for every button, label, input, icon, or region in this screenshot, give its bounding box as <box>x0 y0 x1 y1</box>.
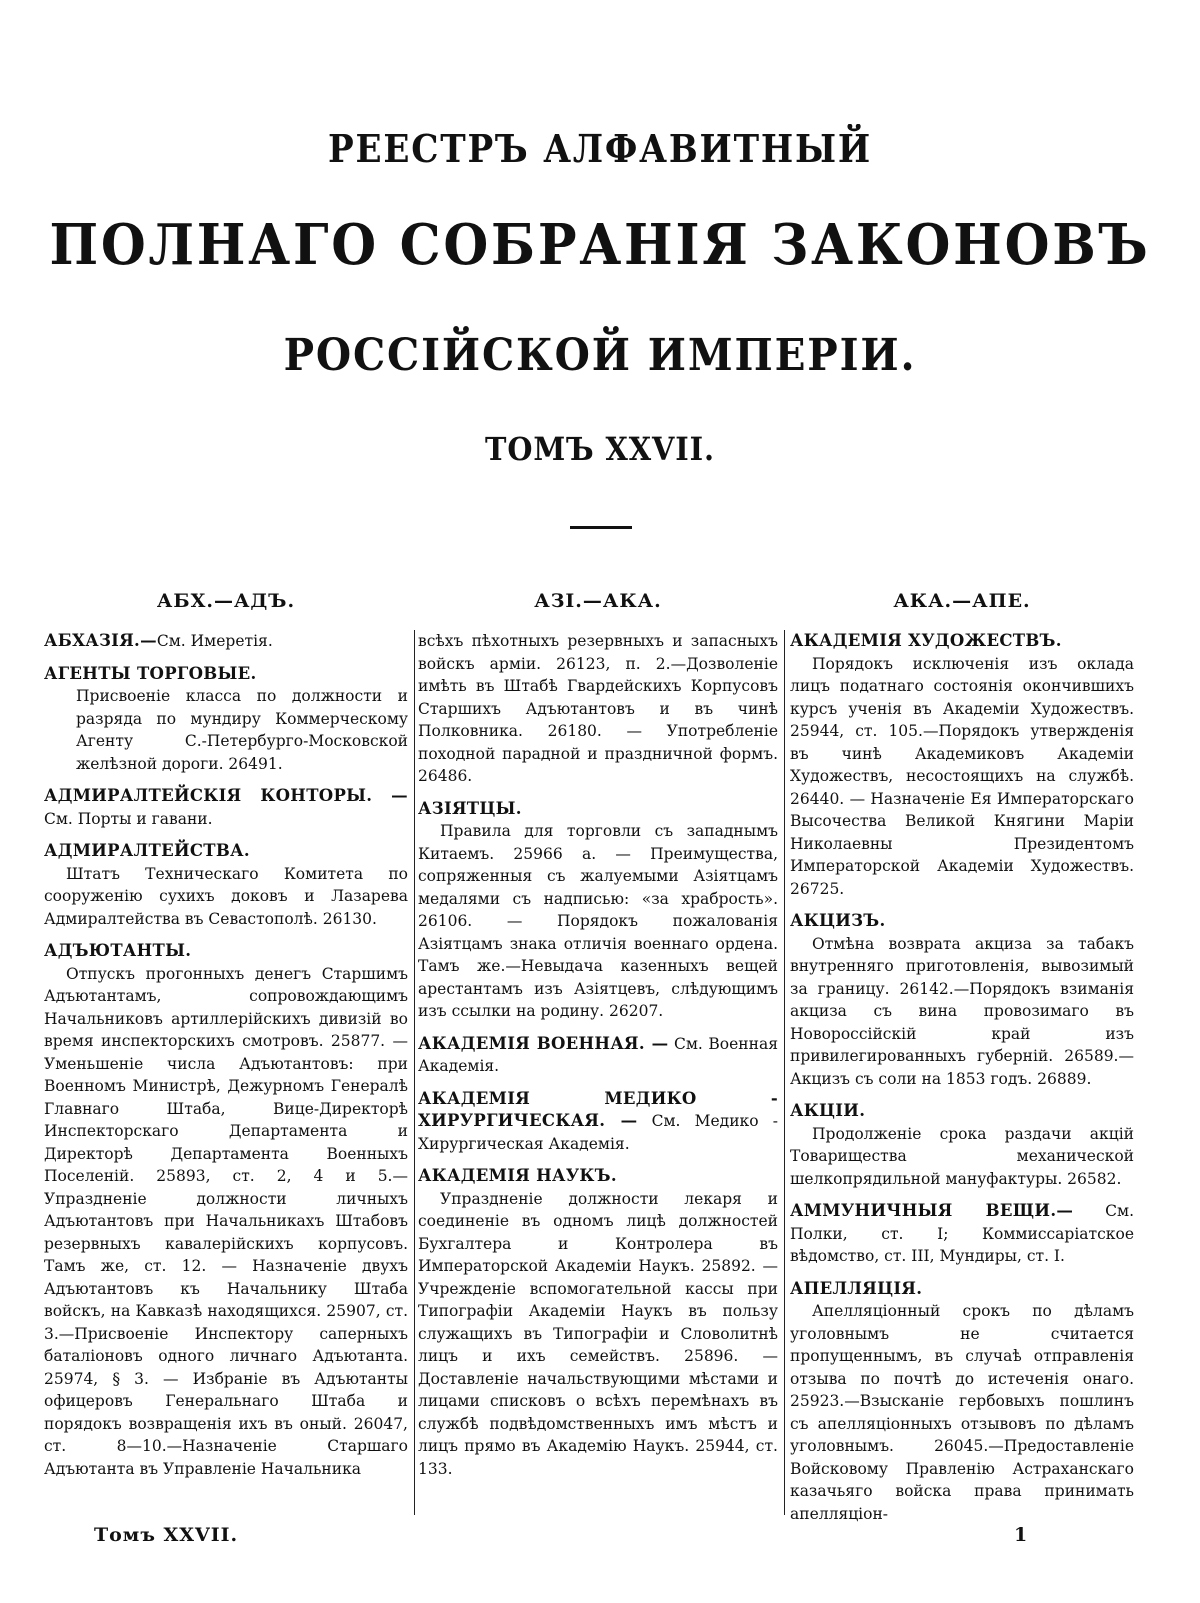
index-entry <box>44 940 408 1480</box>
title-line-3: РОССІЙСКОЙ ИМПЕРІИ. <box>283 330 917 381</box>
entry-text: Упраздненіе должности лекаря и соединеніе въ одномъ лицѣ должностей Бухгалтера и Контролера въ Императорской Академіи Наукъ. 25892. — Учрежденіе вспомогательной кассы при Типографіи Академіи Наукъ въ пользу служащихъ въ Типографіи и Словолитнѣ лицъ и ихъ семействъ. 25896. — Доставленіе начальствующими мѣстами и лицами списковъ о всѣхъ перемѣнахъ въ службѣ подвѣдомственныхъ имъ мѣстъ и лицъ прямо въ Академію Наукъ. 25944, ст. 133. <box>418 1189 778 1478</box>
entry-term: АГЕНТЫ ТОРГОВЫЕ. <box>44 663 257 683</box>
entry-term: АКАДЕМІЯ ХУДОЖЕСТВЪ. <box>790 631 1062 650</box>
entry-term: АКАДЕМІЯ ВОЕННАЯ. — <box>418 1033 669 1053</box>
index-entry <box>44 663 408 776</box>
entry-text: Присвоеніе класса по должности и разряда по мундиру Коммерческому Агенту С.-Петербурго-Московской желѣзной дороги. 26491. <box>76 687 408 773</box>
index-column-3 <box>790 590 1134 1535</box>
index-entry <box>418 798 778 1023</box>
entry-term: АПЕЛЛЯЦІЯ. <box>790 1278 923 1298</box>
index-entry <box>418 1165 778 1480</box>
column-divider-1 <box>414 630 415 1515</box>
index-entry <box>790 1278 1134 1526</box>
entry-term: АДМИРАЛТЕЙСТВА. <box>44 841 250 860</box>
column-heading: АКА.—АПЕ. <box>893 590 1031 612</box>
index-entry <box>418 1088 778 1156</box>
index-entry <box>418 630 778 788</box>
column-heading: АЗІ.—АКА. <box>534 590 662 612</box>
column-heading: АБХ.—АДЪ. <box>156 590 296 612</box>
index-column-2 <box>418 590 778 1490</box>
entry-text: См. Военная Академія. <box>418 1034 778 1075</box>
entry-text: Порядокъ исключенія изъ оклада лицъ податнаго состоянія окончившихъ курсъ ученія въ Академіи Художествъ. 25944, ст. 105.—Порядокъ утвержденія въ чинѣ Академиковъ Академіи Художествъ, несостоящихъ на службѣ. 26440. — Назначеніе Ея Императорскаго Высочества Великой Княгини Маріи Николаевны Президентомъ Императорской Академіи Художествъ. 26725. <box>790 654 1134 898</box>
column-divider-2 <box>784 630 785 1515</box>
entry-text: Продолженіе срока раздачи акцій Товарищества механической шелкопрядильной мануфактуры. 26582. <box>790 1124 1134 1188</box>
title-line-1: РЕЕСТРЪ АЛФАВИТНЫЙ <box>327 126 873 171</box>
index-entry <box>790 1200 1134 1268</box>
title-line-2: ПОЛНАГО СОБРАНІЯ ЗАКОНОВЪ <box>49 212 1151 278</box>
index-entry <box>790 1100 1134 1190</box>
entry-text: всѣхъ пѣхотныхъ резервныхъ и запасныхъ войскъ арміи. 26123, п. 2.—Дозволеніе имѣть въ Штабѣ Гвардейскихъ Корпусовъ Старшихъ Адъютантовъ и въ чинѣ Полковника. 26180. — Употребленіе походной парадной и праздничной формъ. 26486. <box>418 632 778 785</box>
entry-text: См. Полки, ст. I; Коммиссаріатское вѣдомство, ст. III, Мундиры, ст. I. <box>790 1202 1134 1265</box>
entry-term: АКАДЕМІЯ МЕДИКО - ХИРУРГИЧЕСКАЯ. — <box>418 1088 778 1130</box>
footer-volume: Томъ XXVII. <box>94 1524 239 1546</box>
volume-heading: ТОМЪ XXVII. <box>485 430 715 468</box>
entry-text: См. Медико - Хирургическая Академія. <box>418 1112 779 1153</box>
entry-term: АКЦІИ. <box>790 1101 866 1120</box>
index-entry <box>44 785 408 830</box>
entry-term: АБХАЗІЯ.— <box>44 631 157 650</box>
entry-term: АММУНИЧНЫЯ ВЕЩИ.— <box>790 1201 1074 1220</box>
page-number: 1 <box>1014 1524 1028 1546</box>
index-entry <box>790 630 1134 900</box>
index-entry <box>44 840 408 930</box>
title-divider <box>570 526 632 529</box>
entry-text: Штатъ Техническаго Комитета по сооруженію сухихъ доковъ и Лазарева Адмиралтейства въ Севастополѣ. 26130. <box>44 864 408 928</box>
entry-term: АКАДЕМІЯ НАУКЪ. <box>418 1166 617 1185</box>
entry-text: Апелляціонный срокъ по дѣламъ уголовнымъ не считается пропущеннымъ, въ случаѣ отправленія отзыва по почтѣ до истеченія онаго. 25923.—Взысканіе гербовыхъ пошлинъ съ апелляціонныхъ отзывовъ по дѣламъ уголовнымъ. 26045.—Предоставленіе Войсковому Правленію Астраханскаго казачьяго войска права принимать апелляціон- <box>790 1302 1134 1523</box>
index-entry <box>790 910 1134 1090</box>
entry-term: АЗІЯТЦЫ. <box>418 798 522 818</box>
entry-term: АДЪЮТАНТЫ. <box>44 941 192 960</box>
index-entry <box>418 1033 778 1078</box>
entry-term: АКЦИЗЪ. <box>790 911 886 930</box>
index-column-1 <box>44 590 408 1490</box>
entry-text: Отмѣна возврата акциза за табакъ внутренняго приготовленія, вывозимый за границу. 26142.—Порядокъ взиманія акциза съ вина провозимаго въ Новороссійскій край изъ привилегированныхъ губерній. 26589.—Акцизъ съ соли на 1853 годъ. 26889. <box>790 934 1134 1088</box>
index-entry <box>44 630 408 653</box>
entry-text: Отпускъ прогонныхъ денегъ Старшимъ Адъютантамъ, сопровождающимъ Начальниковъ артиллерійскихъ дивизій во время инспекторскихъ смотровъ. 25877. — Уменьшеніе числа Адъютантовъ: при Военномъ Министрѣ, Дежурномъ Генералѣ Главнаго Штаба, Вице-Директорѣ Инспекторскаго Департамента и Директорѣ Департамента Военныхъ Поселеній. 25893, ст. 2, 4 и 5.— Упраздненіе должности личныхъ Адъютантовъ при Начальникахъ Штабовъ резервныхъ кавалерійскихъ корпусовъ. Тамъ же, ст. 12. — Назначеніе двухъ Адъютантовъ къ Начальнику Штаба войскъ, на Кавказѣ находящихся. 25907, ст. 3.—Присвоеніе Инспектору саперныхъ баталіоновъ одного личнаго Адъютанта. 25974, § 3. — Избраніе въ Адъютанты офицеровъ Генеральнаго Штаба и порядокъ возвращенія ихъ въ оный. 26047, ст. 8—10.—Назначеніе Старшаго Адъютанта въ Управленіе Начальника <box>44 964 408 1478</box>
entry-text: См. Имеретія. <box>156 632 273 650</box>
entry-text: Правила для торговли съ западнымъ Китаемъ. 25966 а. — Преимущества, сопряженныя съ жалуемыми Азіятцамъ медалями съ надписью: «за храбрость». 26106. — Порядокъ пожалованія Азіятцамъ знака отличія военнаго ордена. Тамъ же.—Невыдача казенныхъ вещей арестантамъ изъ Азіятцевъ, слѣдующимъ изъ ссылки на родину. 26207. <box>418 822 778 1020</box>
entry-term: АДМИРАЛТЕЙСКІЯ КОНТОРЫ. — <box>44 786 408 805</box>
entry-text: См. Порты и гавани. <box>44 809 213 828</box>
